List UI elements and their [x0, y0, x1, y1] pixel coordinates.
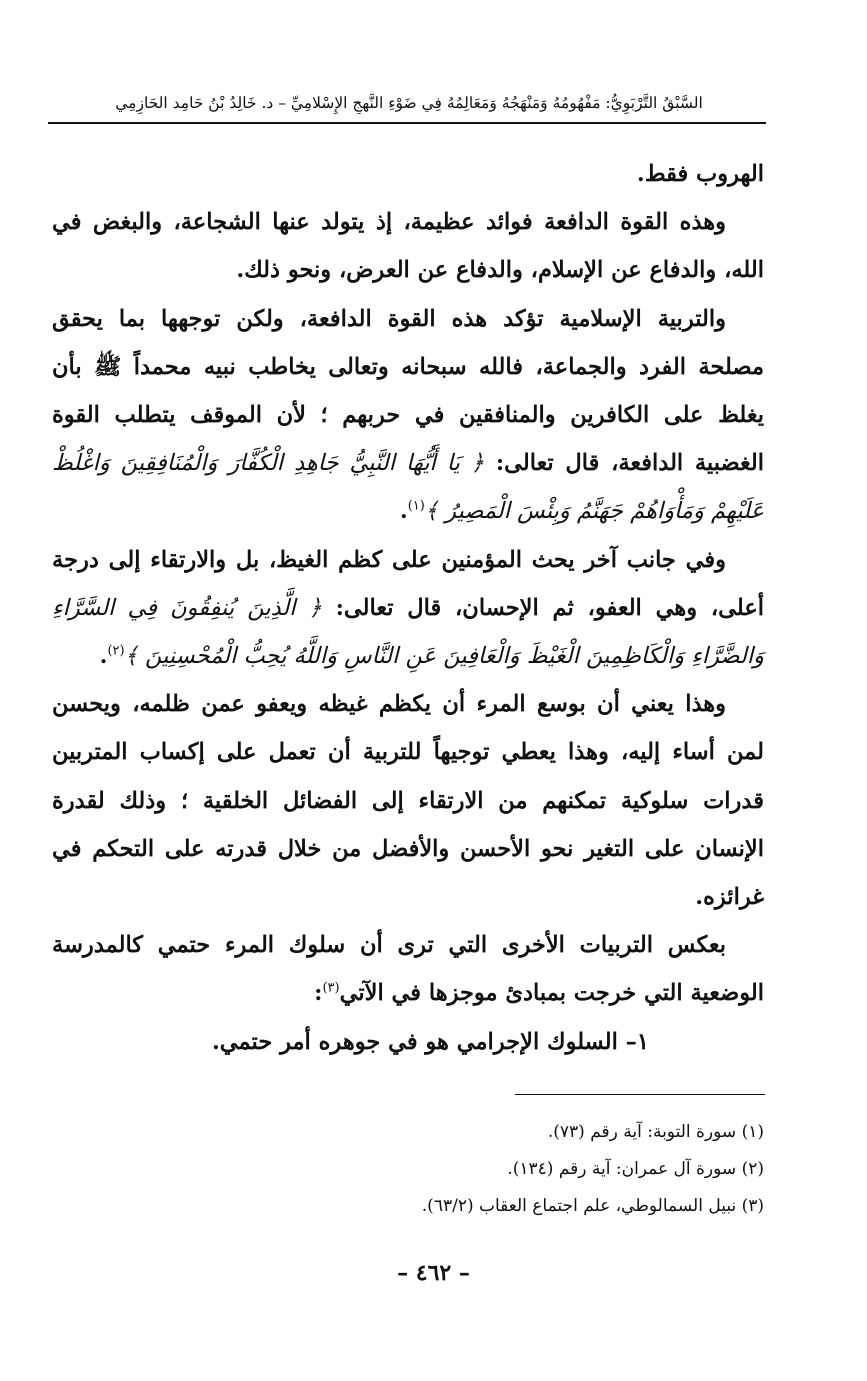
footnote-ref-3: (٣) [322, 980, 340, 996]
body-text [52, 150, 764, 1066]
paragraph-2-text: والتربية الإسلامية تؤكد هذه القوة الدافعة، ولكن توجهها بما يحقق مصلحة الفرد والجماعة، فالله سبحانه وتعالى يخاطب نبيه محمداً ﷺ بأن يغلظ على الكافرين والمنافقين في حربهم ؛ لأن الموقف يتطلب القوة الغضبية الدافعة، قال تعالى: [52, 305, 764, 477]
paragraph-3-end: . [99, 643, 108, 670]
footnote-1: (١) سورة التوبة: آية رقم (٧٣). [547, 1122, 764, 1142]
footnote-3: (٣) نبيل السمالوطي، علم اجتماع العقاب (٦٣/٢). [421, 1196, 764, 1216]
list-item-1: ١– السلوك الإجرامي هو في جوهره أمر حتمي. [211, 1028, 649, 1055]
paragraph-5-end: : [314, 980, 323, 1007]
paragraph-2-end: . [399, 498, 408, 525]
footnote-rule [515, 1094, 765, 1095]
paragraph-5-text: بعكس التربيات الأخرى التي ترى أن سلوك المرء حتمي كالمدرسة الوضعية التي خرجت بمبادئ موجزها في الآتي [52, 932, 764, 1007]
paragraph-0: الهروب فقط. [636, 161, 764, 187]
paragraph-1: وهذه القوة الدافعة فوائد عظيمة، إذ يتولد عنها الشجاعة، والبغض في الله، والدفاع عن الإسلام، والدفاع عن العرض، ونحو ذلك. [52, 209, 764, 284]
footnote-ref-2: (٢) [107, 643, 125, 659]
page-number: – ٤٦٢ – [397, 1260, 470, 1286]
paragraph-2 [52, 295, 764, 536]
paragraph-5 [52, 921, 764, 1017]
running-header: السَّبْقُ التَّرْبَوِيُّ: مَفْهُومُهُ وَمَنْهَجُهُ وَمَعَالِمُهُ فِي ضَوْءِ النَّهجِ الإِسْلامِيِّ – د. خَالِدُ بْنُ حَامِد الحَازِمِي [115, 94, 703, 112]
paragraph-3-text: وفي جانب آخر يحث المؤمنين على كظم الغيظ، بل والارتقاء إلى درجة أعلى، وهي العفو، ثم الإحسان، قال تعالى: [52, 546, 765, 621]
footnote-ref-1: (١) [407, 498, 425, 514]
quran-verse-1: ﴿ يَا أَيُّهَا النَّبِيُّ جَاهِدِ الْكُفَّارَ وَالْمُنَافِقِينَ وَاغْلُظْ عَلَيْهِمْ وَمَأْوَاهُمْ جَهَنَّمُ وَبِئْسَ الْمَصِيرُ ﴾ [52, 450, 764, 525]
paragraph-4: وهذا يعني أن بوسع المرء أن يكظم غيظه ويعفو عمن ظلمه، ويحسن لمن أساء إليه، وهذا يعطي توجيهاً للتربية أن تعمل على إكساب المتربين قدرات سلوكية تمكنهم من الارتقاء إلى الفضائل الخلقية ؛ وذلك لقدرة الإنسان على التغير نحو الأحسن والأفضل من خلال قدرته على التحكم في غرائزه. [52, 691, 764, 911]
header-rule [48, 122, 766, 124]
quran-verse-2: ﴿ الَّذِينَ يُنفِقُونَ فِي السَّرَّاءِ وَالضَّرَّاءِ وَالْكَاظِمِينَ الْغَيْظَ وَالْعَافِينَ عَنِ النَّاسِ وَاللَّهُ يُحِبُّ الْمُحْسِنِينَ ﴾ [52, 594, 764, 670]
footnote-2: (٢) سورة آل عمران: آية رقم (١٣٤). [507, 1159, 764, 1179]
paragraph-3 [52, 536, 764, 681]
footnotes [52, 1114, 764, 1225]
